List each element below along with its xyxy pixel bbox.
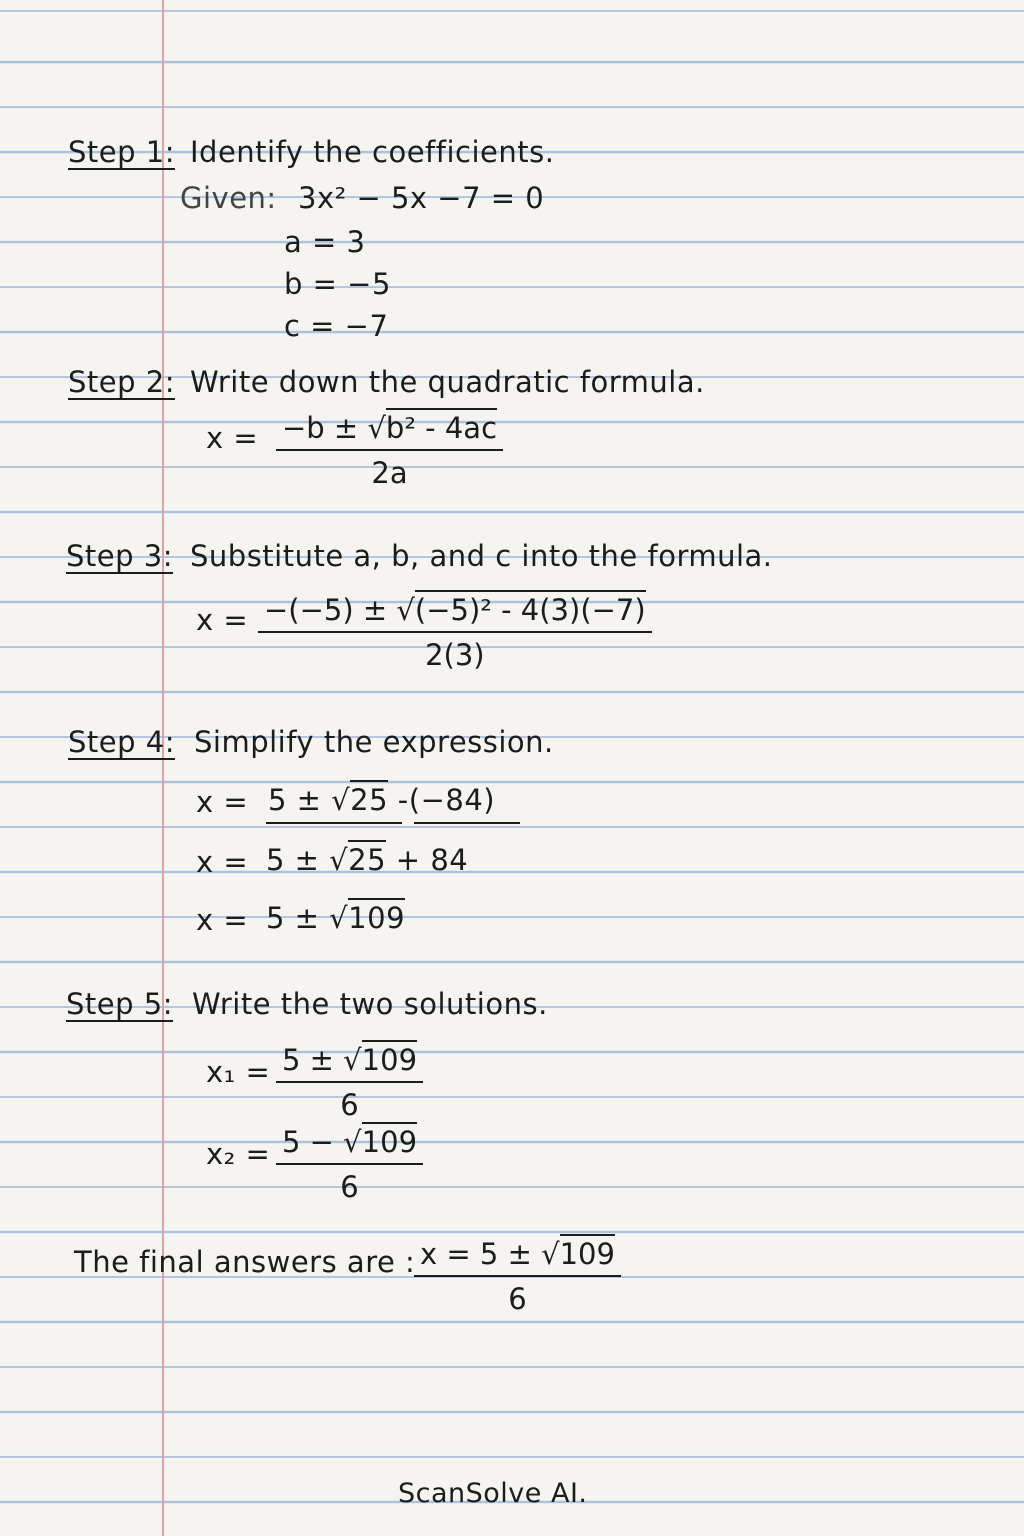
quadratic-formula-fraction [276,411,503,490]
solution-x2-numerator: 5 − √109 [276,1128,423,1165]
simplify-line-3: 5 ± √109 [266,904,405,933]
substitution-denominator: 2(3) [425,638,485,672]
substitution-radicand: (−5)² - 4(3)(−7) [415,590,646,627]
solution-x2-lhs: x₂ = [206,1137,271,1171]
step-2-title: Write down the quadratic formula. [190,365,705,399]
step-3-label: Step 3: [66,539,173,573]
solution-x2-denominator: 6 [340,1170,359,1204]
margin-line [162,0,164,1536]
simplify-line-3-lhs: x = [196,903,249,937]
formula-radicand: b² - 4ac [386,408,497,445]
coefficient-b: b = −5 [284,267,391,301]
solution-x1-denominator: 6 [340,1088,359,1122]
step-4-label: Step 4: [68,725,175,759]
substitution-numerator: −(−5) ± √(−5)² - 4(3)(−7) [258,596,652,633]
step-3-title: Substitute a, b, and c into the formula. [190,539,773,573]
formula-denominator: 2a [371,456,408,490]
substitution-fraction [258,593,652,672]
simplify-line-1: 5 ± √25 -(−84) [268,786,495,815]
step-5-title: Write the two solutions. [192,987,548,1021]
step-2-label: Step 2: [68,365,175,399]
final-answer-numerator: x = 5 ± √109 [414,1240,621,1277]
step-1-title: Identify the coefficients. [190,135,555,169]
solution-x1-lhs: x₁ = [206,1055,271,1089]
substitution-lhs: x = [196,603,249,637]
formula-lhs: x = [206,421,259,455]
final-answer-fraction [414,1237,621,1316]
final-answer-label: The final answers are : [74,1245,416,1279]
coefficient-a: a = 3 [284,225,366,259]
given-label: Given: [180,181,277,215]
solution-x2-fraction [276,1125,423,1204]
step-4-title: Simplify the expression. [194,725,554,759]
simplify-line-2-lhs: x = [196,845,249,879]
step-5-label: Step 5: [66,987,173,1021]
solution-x1-numerator: 5 ± √109 [276,1046,423,1083]
simplify-line-1-bar-right [414,822,520,824]
solution-x1-fraction [276,1043,423,1122]
final-answer-denominator: 6 [508,1282,527,1316]
simplify-line-2: 5 ± √25 + 84 [266,846,468,875]
step-1-label: Step 1: [68,135,175,169]
formula-numerator: −b ± √b² - 4ac [276,414,503,451]
simplify-line-1-lhs: x = [196,785,249,819]
simplify-line-1-bar-left [266,822,402,824]
coefficient-c: c = −7 [284,309,389,343]
given-equation: 3x² − 5x −7 = 0 [298,181,545,215]
footer-signature: ScanSolve AI. [398,1478,588,1509]
